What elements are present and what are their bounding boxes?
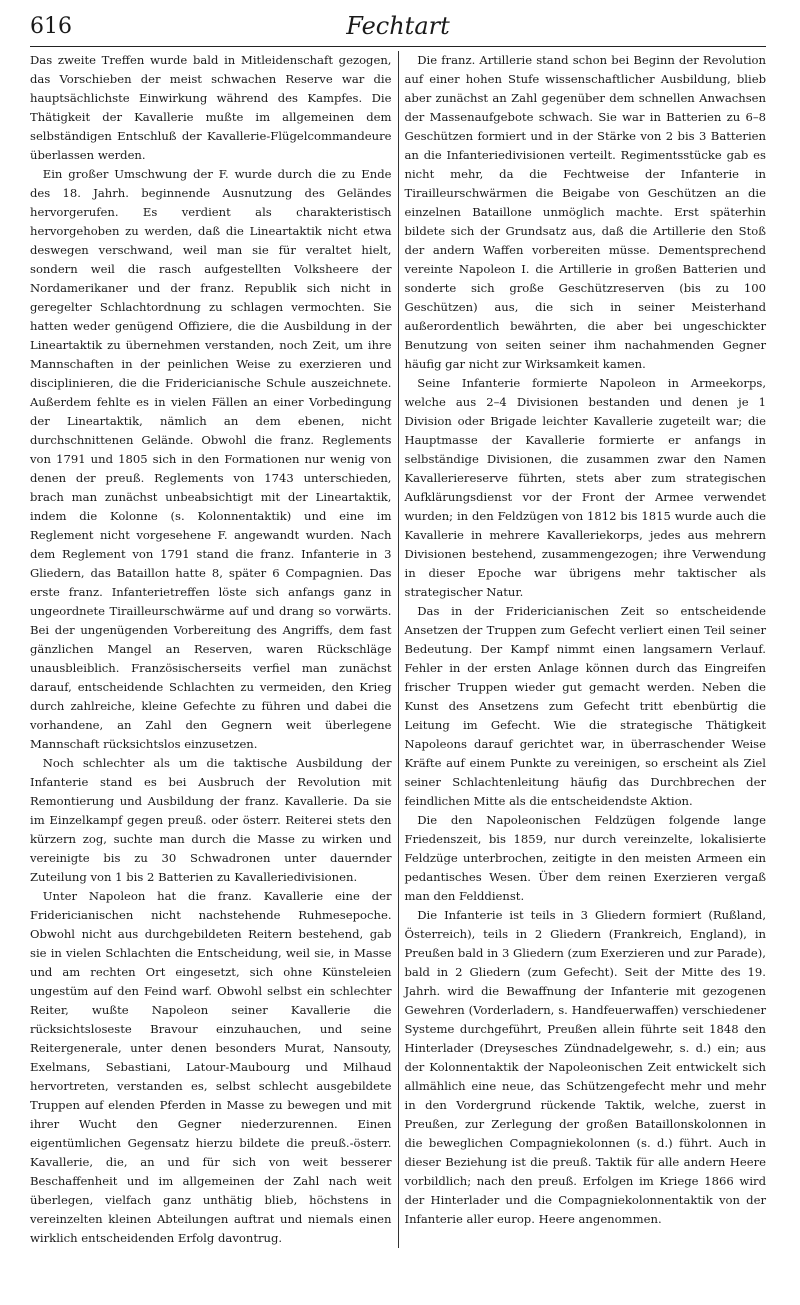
paragraph: Die Infanterie ist teils in 3 Gliedern formiert (Rußland, Österreich), teils in 2 Gliedern (Frankreich, England), in Preußen bald in 3 Gliedern (zum Exerzieren und zur Parade), bald in 2 Gliedern (zum Gefecht). Seit der Mitte des 19. Jahrh. wird die Bewaffnung der Infanterie mit gezogenen Gewehren (Vorderladern, s. Handfeuerwaffen) verschiedener Systeme durchgeführt, Preußen allein führte seit 1848 den Hinterlader (Dreysesches Zündnadelgewehr, s. d.) ein; aus der Kolonnentaktik der Napoleonischen Zeit entwickelt sich allmählich eine neue, das Schützengefecht mehr und mehr in den Vordergrund rückende Taktik, welche, zuerst in Preußen, zur Zerlegung der großen Bataillonskolonnen in die beweglichen Compagniekolonnen (s. d.) führt. Auch in dieser Beziehung ist die preuß. Taktik für alle andern Heere vorbildlich; nach den preuß. Erfolgen im Kriege 1866 wird der Hinterlader und die Compagniekolonnentaktik von der Infanterie aller europ. Heere angenommen. — [404, 908, 766, 1226]
paragraph: Noch schlechter als um die taktische Ausbildung der Infanterie stand es bei Ausbruch der Revolution mit Remontierung und Ausbildung der franz. Kavallerie. Da sie im Einzelkampf gegen preuß. oder österr. Reiterei stets den kürzern zog, suchte man durch die Masse zu wirken und vereinigte bis zu 30 Schwadronen unter dauernder Zuteilung von 1 bis 2 Batterien zu Kavalleriedivisionen. — [30, 756, 392, 884]
paragraph: Das zweite Treffen wurde bald in Mitleidenschaft gezogen, das Vorschieben der meist schwachen Reserve war die hauptsächlichste Einwirkung während des Kampfes. Die Thätigkeit der Kavallerie mußte im allgemeinen dem selbständigen Entschluß der Kavallerie-Flügelcommandeure überlassen werden. — [30, 53, 392, 162]
paragraph: Unter Napoleon hat die franz. Kavallerie eine der Fridericianischen nicht nachstehende Ruhmesepoche. Obwohl nicht aus durchgebildeten Reitern bestehend, gab sie in vielen Schlachten die Entscheidung, weil sie, in Masse und am rechten Ort eingesetzt, sich ohne Künsteleien ungestüm auf den Feind warf. Obwohl selbst ein schlechter Reiter, wußte Napoleon seiner Kavallerie die rücksichtsloseste Bravour einzuhauchen, und seine Reitergenerale, unter denen besonders Murat, Nansouty, Exelmans, Sebastiani, Latour-Maubourg und Milhaud hervortreten, verstanden es, selbst schlecht ausgebildete Truppen auf elenden Pferden in Masse zu bewegen und mit ihrer Wucht den Gegner niederzurennen. Einen eigentümlichen Gegensatz hierzu bildete die preuß.-österr. Kavallerie, die, an und für sich von weit besserer Beschaffenheit und im allgemeinen der Zahl nach weit überlegen, vielfach ganz unthätig blieb, höchstens in vereinzelten kleinen Abteilungen auftrat und niemals einen wirklich entscheidenden Erfolg davontrug. — [30, 889, 392, 1245]
right-column — [399, 51, 767, 1248]
page-header — [30, 10, 766, 47]
page-number: 616 — [30, 14, 72, 39]
running-title: Fechtart — [346, 12, 450, 40]
paragraph: Das in der Fridericianischen Zeit so entscheidende Ansetzen der Truppen zum Gefecht verliert einen Teil seiner Bedeutung. Der Kampf nimmt einen langsamern Verlauf. Fehler in der ersten Anlage können durch das Eingreifen frischer Truppen wieder gut gemacht werden. Neben die Kunst des Ansetzens zum Gefecht tritt ebenbürtig die Leitung im Gefecht. Wie die strategische Thätigkeit Napoleons darauf gerichtet war, in überraschender Weise Kräfte auf einem Punkte zu vereinigen, so erscheint als Ziel seiner Schlachtenleitung häufig das Durchbrechen der feindlichen Mitte als die entscheidendste Aktion. — [404, 604, 766, 808]
paragraph: Ein großer Umschwung der F. wurde durch die zu Ende des 18. Jahrh. beginnende Ausnutzung des Geländes hervorgerufen. Es verdient als charakteristisch hervorgehoben zu werden, daß die Lineartaktik nicht etwa deswegen verschwand, weil man sie für veraltet hielt, sondern weil die rasch aufgestellten Volksheere der Nordamerikaner und der franz. Republik sich nicht in geregelter Schlachtordnung zu schlagen vermochten. Sie hatten weder genügend Offiziere, die die Ausbildung in der Lineartaktik zu übernehmen verstanden, noch Zeit, um ihre Mannschaften in der peinlichen Weise zu exerzieren und disciplinieren, die die Fridericianische Schule auszeichnete. Außerdem fehlte es in vielen Fällen an einer Vorbedingung der Lineartaktik, nämlich an dem ebenen, nicht durchschnittenen Gelände. Obwohl die franz. Reglements von 1791 und 1805 sich in den Formationen nur wenig von denen der preuß. Reglements von 1743 unterschieden, brach man zunächst unbeabsichtigt mit der Lineartaktik, indem die Kolonne (s. Kolonnentaktik) und eine im Reglement nicht vorgesehene F. angewandt wurden. Nach dem Reglement von 1791 stand die franz. Infanterie in 3 Gliedern, das Bataillon hatte 8, später 6 Compagnien. Das erste franz. Infanterietreffen löste sich anfangs ganz in ungeordnete Tirailleurschwärme auf und drang so vorwärts. Bei der ungenügenden Vorbereitung des Angriffs, dem fast gänzlichen Mangel an Reserven, waren Rückschläge unausbleiblich. Französischerseits verfiel man zunächst darauf, entscheidende Schlachten zu vermeiden, den Krieg durch zahlreiche, kleine Gefechte zu führen und dabei die vorhandene, an Zahl den Gegnern weit überlegene Mannschaft rücksichtslos einzusetzen. — [30, 167, 392, 751]
left-column — [30, 51, 399, 1248]
paragraph: Die den Napoleonischen Feldzügen folgende lange Friedenszeit, bis 1859, nur durch vereinzelte, lokalisierte Feldzüge unterbrochen, zeitigte in den meisten Armeen ein pedantisches Wesen. Über dem reinen Exerzieren vergaß man den Felddienst. — [404, 813, 766, 903]
paragraph: Die franz. Artillerie stand schon bei Beginn der Revolution auf einer hohen Stufe wissenschaftlicher Ausbildung, blieb aber zunächst an Zahl gegenüber dem schnellen Anwachsen der Massenaufgebote schwach. Sie war in Batterien zu 6–8 Geschützen formiert und in der Stärke von 2 bis 3 Batterien an die Infanteriedivisionen verteilt. Regimentsstücke gab es nicht mehr, da die Fechtweise der Infanterie in Tirailleurschwärmen die Beigabe von Geschützen an die einzelnen Bataillone unmöglich machte. Erst späterhin bildete sich der Grundsatz aus, daß die Artillerie den Stoß der andern Waffen vorbereiten müsse. Dementsprechend vereinte Napoleon I. die Artillerie in großen Batterien und sonderte sich große Geschützreserven (bis zu 100 Geschützen) aus, die sich in seiner Meisterhand außerordentlich bewährten, die aber bei ungeschickter Benutzung von seiten seiner ihm nachahmenden Gegner häufig gar nicht zur Wirksamkeit kamen. — [404, 53, 766, 371]
text-columns — [30, 51, 766, 1248]
paragraph: Seine Infanterie formierte Napoleon in Armeekorps, welche aus 2–4 Divisionen bestanden und denen je 1 Division oder Brigade leichter Kavallerie zugeteilt war; die Hauptmasse der Kavallerie formierte er anfangs in selbständige Divisionen, die zusammen zwar den Namen Kavalleriereserve führten, stets aber zum strategischen Aufklärungsdienst vor der Front der Armee verwendet wurden; in den Feldzügen von 1812 bis 1815 wurde auch die Kavallerie in mehrere Kavalleriekorps, jedes aus mehrern Divisionen bestehend, zusammengezogen; ihre Verwendung in dieser Epoche war übrigens mehr taktischer als strategischer Natur. — [404, 376, 766, 599]
